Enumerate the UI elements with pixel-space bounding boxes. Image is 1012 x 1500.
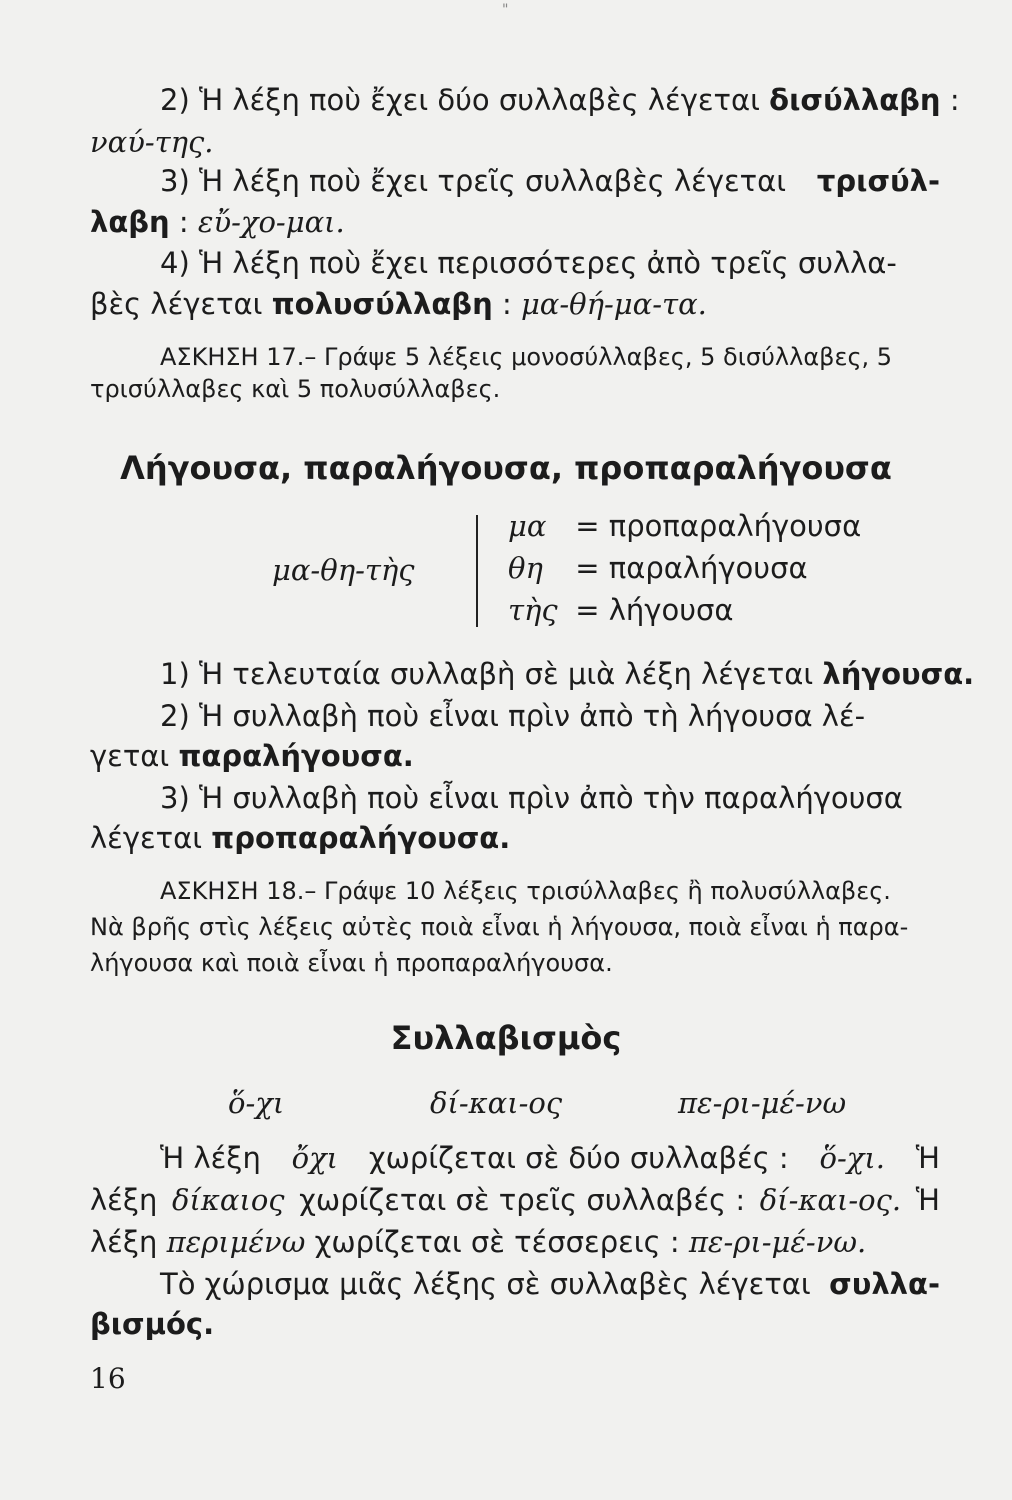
exercise-17-line2: τρισύλλαβες καὶ 5 πολυσύλλαβες. [90,375,501,403]
term-trisyllabic: λαβη [90,205,170,239]
section-heading-stress: Λήγουσα, παραλήγουσα, προπαραλήγουσα [120,449,892,487]
rule-4-line2: βὲς λέγεται πολυσύλλαβη : μα-θή-μα-τα. [90,287,707,321]
term-paraligousa: παραλήγουσα. [178,739,414,773]
diagram-word: μα-θη-τὴς [272,553,415,587]
exercise-17-line1: ΑΣΚΗΣΗ 17.– Γράψε 5 λέξεις μονοσύλλαβες, 5 δισύλλαβες, 5 [160,343,893,371]
syllab-definition-line2 [90,1306,940,1342]
diagram-row: τὴς = λήγουσα [508,593,734,627]
example-dikaios: δί-και-ος [430,1086,563,1120]
stress-rule-2-line1: 2) Ἡ συλλαβὴ ποὺ εἶναι πρὶν ἀπὸ τὴ λήγουσα λέ- [160,699,866,733]
section-heading-syllabification: Συλλαβισμὸς [390,1019,622,1057]
term-ligousa: λήγουσα. [822,657,975,691]
top-mark: " [502,2,509,18]
syllab-line3: λέξη περιμένω χωρίζεται σὲ τέσσερεις : πε-ρι-μέ-νω. [90,1225,867,1259]
syllable-diagram [0,505,1012,630]
syllab-line1: Ἡ λέξη ὄχι χωρίζεται σὲ δύο συλλαβές : ὅ-χι. Ἡ [160,1141,940,1175]
exercise-18-line1: ΑΣΚΗΣΗ 18.– Γράψε 10 λέξεις τρισύλλαβες ἢ πολυσύλλαβες. [160,877,891,905]
syllab-definition-line1: Τὸ χώρισμα μιᾶς λέξης σὲ συλλαβὲς λέγεται συλλα- [160,1267,940,1301]
exercise-18-line2: Νὰ βρῆς στὶς λέξεις αὐτὲς ποιὰ εἶναι ἡ λήγουσα, ποιὰ εἶναι ἡ παρα- [90,913,909,941]
syllab-line2: λέξη δίκαιος χωρίζεται σὲ τρεῖς συλλαβές : δί-και-ος. Ἡ [90,1183,940,1217]
example-nautis: ναύ-της. [90,125,214,159]
exercise-18-line3: λήγουσα καὶ ποιὰ εἶναι ἡ προπαραλήγουσα. [90,949,613,977]
diagram-row: μα = προπαραλήγουσα [508,509,862,543]
rule-2-line2 [90,124,940,160]
stress-rule-3-line2: λέγεται προπαραλήγουσα. [90,821,511,855]
page-number: 16 [90,1362,126,1395]
diagram-row: θη = παραλήγουσα [508,551,808,585]
stress-rule-2-line2: γεται παραλήγουσα. [90,739,414,773]
diagram-divider [476,515,478,627]
rule-4-line1: 4) Ἡ λέξη ποὺ ἔχει περισσότερες ἀπὸ τρεῖς συλλα- [160,246,897,280]
term-proparaligousa: προπαραλήγουσα. [211,821,511,855]
stress-rule-3-line1: 3) Ἡ συλλαβὴ ποὺ εἶναι πρὶν ἀπὸ τὴν παραλήγουσα [160,781,903,815]
example-perimeno: πε-ρι-μέ-νω [678,1086,847,1120]
example-ochi: ὅ-χι [228,1086,285,1120]
term-syllabismos: βισμός. [90,1307,215,1341]
term-polysyllabic: πολυσύλλαβη [271,287,493,321]
rule-3-line2: λαβη : εὔ-χο-μαι. [90,205,345,239]
rule-2-line1: 2) Ἡ λέξη ποὺ ἔχει δύο συλλαβὲς λέγεται δισύλλαβη : [160,83,960,117]
term-disyllabic: δισύλλαβη [769,83,941,117]
example-mathimata: μα-θή-μα-τα. [520,287,707,321]
stress-rule-1: 1) Ἡ τελευταία συλλαβὴ σὲ μιὰ λέξη λέγεται λήγουσα. [160,657,975,691]
syllable-examples [0,1086,1012,1126]
example-efchomai: εὔ-χο-μαι. [197,205,345,239]
rule-3-line1: 3) Ἡ λέξη ποὺ ἔχει τρεῖς συλλαβὲς λέγεται τρισύλ- [160,164,940,198]
